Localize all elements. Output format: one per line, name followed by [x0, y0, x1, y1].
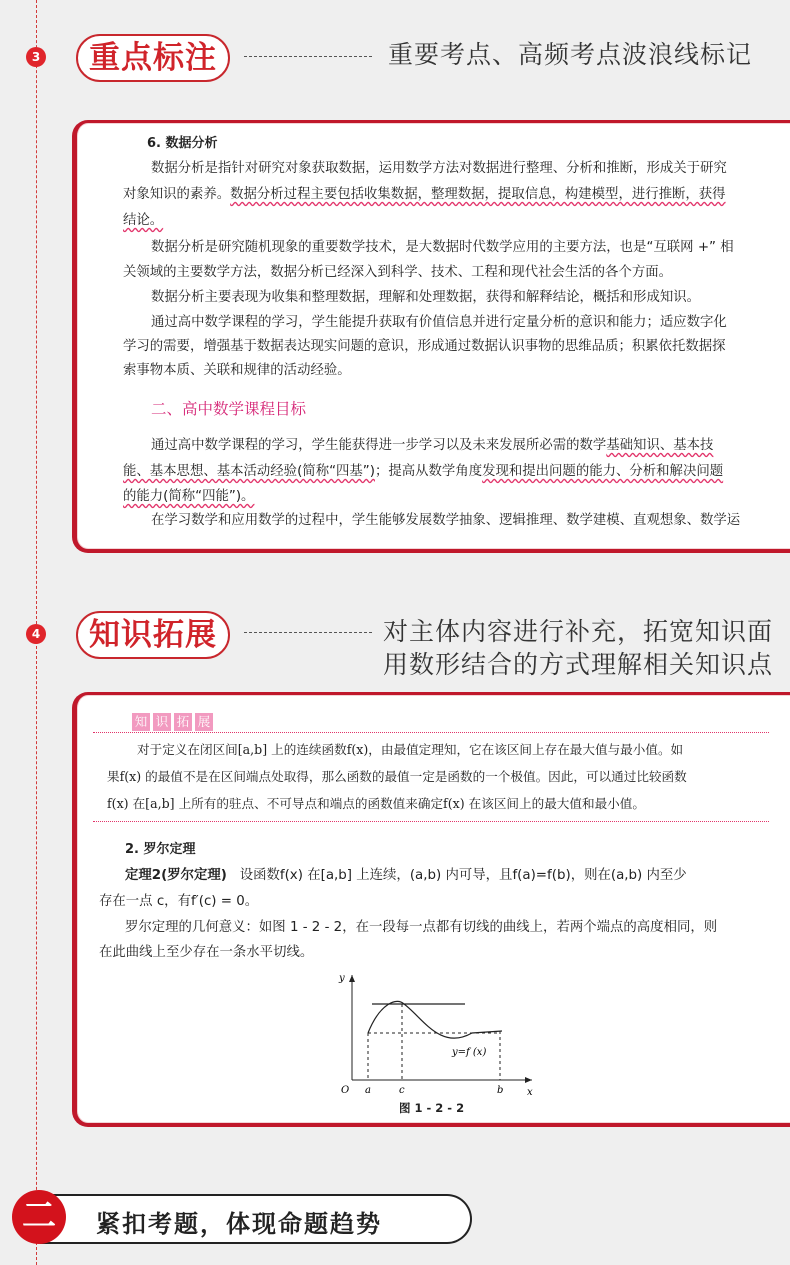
header-dashed-connector [244, 632, 372, 633]
tag-char: 知 [132, 713, 150, 731]
tag-char: 展 [195, 713, 213, 731]
paragraph-line: 数据分析是指针对研究对象获取数据，运用数学方法对数据进行整理、分析和推断，形成关于研究 [151, 161, 727, 176]
x-axis-label: x [527, 1087, 533, 1097]
paragraph-line: 在学习数学和应用数学的过程中，学生能够发展数学抽象、逻辑推理、数学建模、直观想象、数学运 [151, 513, 741, 528]
extension-box-line: 果f(x) 的最值不是在区间端点处取得，那么函数的最值一定是函数的一个极值。因此，可以通过比较函数 [107, 769, 687, 784]
paragraph-line: 通过高中数学课程的学习，学生能获得进一步学习以及未来发展所必需的数学基础知识、基本技 [151, 438, 714, 453]
subsection-heading: 6. 数据分析 [147, 136, 218, 151]
paragraph-line: 能、基本思想、基本活动经验(简称“四基”)；提高从数学角度发现和提出问题的能力、分析和解决问题 [123, 464, 724, 479]
feature-badge-knowledge-extension: 知识拓展 [76, 611, 230, 659]
banner-numeral: 二 [12, 1190, 66, 1244]
theorem-line: 定理2(罗尔定理) 设函数f(x) 在[a,b] 上连续，(a,b) 内可导，且f(a)=f(b)，则在(a,b) 内至少 [125, 868, 687, 883]
section-tagline-line2: 用数形结合的方式理解相关知识点 [383, 650, 774, 679]
point-label-c: c [399, 1085, 405, 1096]
point-label-a: a [365, 1085, 371, 1096]
extension-box-line: 对于定义在闭区间[a,b] 上的连续函数f(x)，由最值定理知，它在该区间上存在最大值与最小值。如 [137, 742, 684, 757]
origin-label: O [341, 1085, 350, 1096]
banner-title: 紧扣考题，体现命题趋势 [96, 1210, 382, 1238]
wavy-highlight: 的能力(简称“四能”)。 [123, 489, 255, 504]
sample-page-card-1 [72, 120, 790, 553]
dotted-divider [93, 821, 769, 822]
paragraph-line [123, 486, 254, 508]
dotted-divider [93, 732, 769, 733]
header-dashed-connector [244, 56, 372, 57]
paragraph-line: 对象知识的素养。数据分析过程主要包括收集数据，整理数据，提取信息，构建模型，进行推断，获得 [123, 187, 726, 202]
section-tagline: 重要考点、高频考点波浪线标记 [388, 40, 753, 69]
tag-char: 识 [153, 713, 171, 731]
wavy-highlight: 能、基本思想、基本活动经验(简称“四基”) [123, 464, 375, 479]
figure-caption: 图 1 - 2 - 2 [399, 1101, 465, 1115]
feature-badge-key-marking: 重点标注 [76, 34, 230, 82]
extension-box-line: f(x) 在[a,b] 上所有的驻点、不可导点和端点的函数值来确定f(x) 在该区间上的最大值和最小值。 [107, 796, 645, 811]
y-axis-label: y [339, 973, 345, 984]
wavy-highlight: 发现和提出问题的能力、分析和解决问题 [482, 464, 724, 479]
paragraph-line: 数据分析主要表现为收集和整理数据，理解和处理数据，获得和解释结论，概括和形成知识。 [151, 290, 701, 305]
paragraph-line [123, 210, 163, 232]
curve-label: y=f (x) [452, 1047, 487, 1058]
theorem-line: 存在一点 c，有f′(c) = 0。 [99, 894, 259, 909]
paragraph-line: 学习的需要，增强基于数据表达现实问题的意识，形成通过数据认识事物的思维品质；积累依托数据探 [123, 339, 726, 354]
chapter-banner [12, 1190, 472, 1244]
wavy-highlight: 结论。 [123, 213, 164, 228]
paragraph-line: 罗尔定理的几何意义：如图 1 - 2 - 2，在一段每一点都有切线的曲线上，若两个端点的高度相同，则 [125, 920, 718, 935]
point-label-b: b [497, 1085, 504, 1096]
theorem-label: 定理2(罗尔定理) [125, 868, 227, 883]
section-tagline-line1: 对主体内容进行补充，拓宽知识面 [383, 617, 774, 646]
wavy-highlight: 基础知识、基本技 [606, 438, 714, 453]
wavy-highlight: 数据分析过程主要包括收集数据，整理数据，提取信息，构建模型，进行推断，获得 [230, 187, 726, 202]
paragraph-line: 数据分析是研究随机现象的重要数学技术，是大数据时代数学应用的主要方法，也是“互联网 +” 相 [151, 240, 734, 255]
x-axis-arrow-icon [525, 1077, 532, 1083]
tag-char: 拓 [174, 713, 192, 731]
rolle-theorem-figure [332, 967, 542, 1097]
subsection-heading: 2. 罗尔定理 [125, 842, 196, 857]
section-title: 二、高中数学课程目标 [151, 400, 307, 418]
sample-page-card-2 [72, 692, 790, 1127]
paragraph-line: 通过高中数学课程的学习，学生能提升获取有价值信息并进行定量分析的意识和能力；适应数字化 [151, 315, 727, 330]
section-number-badge: 3 [26, 47, 46, 67]
paragraph-line: 索事物本质、关联和规律的活动经验。 [123, 363, 351, 378]
paragraph-line: 关领域的主要数学方法，数据分析已经深入到科学、技术、工程和现代社会生活的各个方面。 [123, 265, 673, 280]
y-axis-arrow-icon [349, 975, 355, 982]
paragraph-line: 在此曲线上至少存在一条水平切线。 [99, 945, 314, 960]
section-number-badge: 4 [26, 624, 46, 644]
